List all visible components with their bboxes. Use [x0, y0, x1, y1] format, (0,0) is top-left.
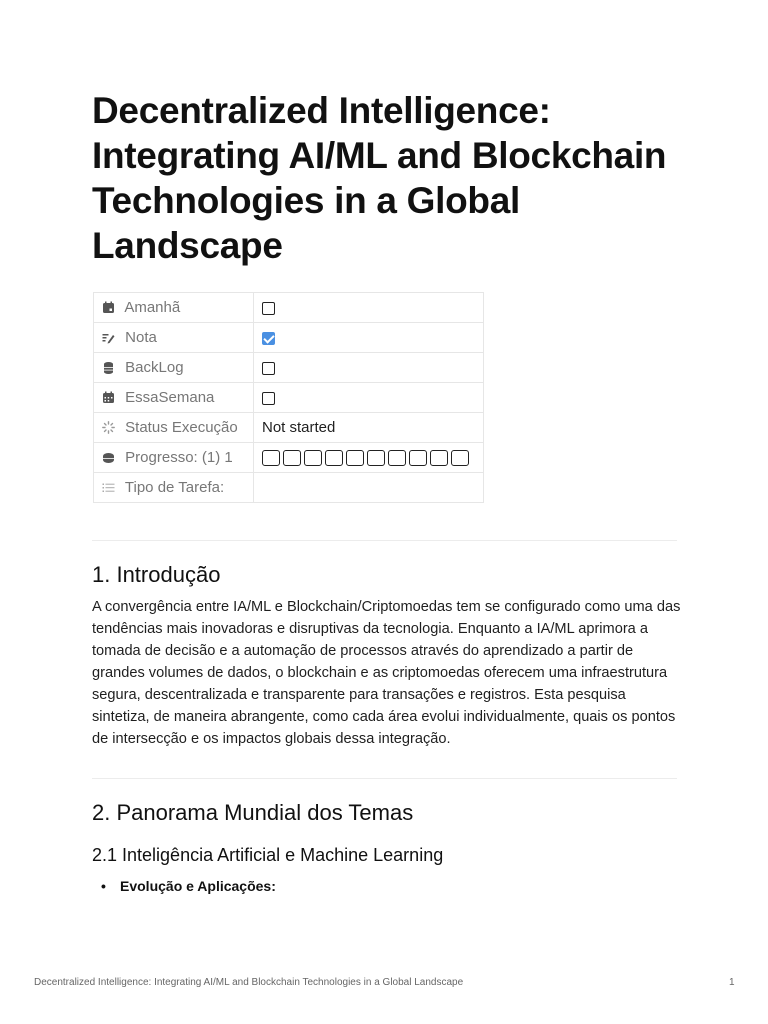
calendar-icon: [102, 301, 115, 314]
property-row-status: [94, 413, 484, 443]
page-number: 1: [729, 977, 735, 988]
divider: [92, 540, 677, 541]
stack-icon: [102, 361, 115, 374]
note-icon: [102, 331, 115, 344]
property-label: Progresso: (1) 1: [125, 449, 233, 466]
spinner-icon: [102, 421, 115, 434]
section-heading-introducao: 1. Introdução: [92, 562, 221, 587]
property-label: Status Execução: [125, 419, 238, 436]
intro-paragraph: A convergência entre IA/ML e Blockchain/Criptomoedas tem se configurado como uma das tendências mais inovadoras e disruptivas da tecnologia. Enquanto a IA/ML aprimora a tomada de decisão e a automação de processos através do aprendizado a partir de grandes volumes de dados, o blockchain e as criptomoedas oferecem uma infraestrutura segura, descentralizada e transparente para transações e registros. Esta pesquisa sintetiza, de maneira abrangente, como cada área evolui individualmente, quais os pontos de intersecção e os impactos globais dessa integração.: [92, 599, 681, 747]
section-heading-panorama: 2. Panorama Mundial dos Temas: [92, 800, 414, 825]
progress-box: [451, 450, 469, 466]
property-row-amanha: [94, 293, 484, 323]
list-item: • Evolução e Aplicações:: [103, 878, 276, 894]
progress-box: [325, 450, 343, 466]
progress-box: [283, 450, 301, 466]
divider: [92, 778, 677, 779]
subsection-heading-ia: 2.1 Inteligência Artificial e Machine Learning: [92, 845, 444, 865]
property-row-nota: [94, 323, 484, 353]
progress-box: [388, 450, 406, 466]
property-label: Amanhã: [124, 299, 181, 316]
property-label: Tipo de Tarefa:: [124, 479, 225, 496]
progress-box: [430, 450, 448, 466]
backlog-checkbox[interactable]: [262, 362, 275, 375]
calendar-week-icon: [102, 391, 115, 404]
progress-box: [262, 450, 280, 466]
progress-box: [346, 450, 364, 466]
property-label: EssaSemana: [125, 389, 215, 406]
property-label: Nota: [125, 329, 157, 346]
page-title: Decentralized Intelligence: Integrating AI/ML and Blockchain Technologies in a Global Landscape: [92, 90, 667, 266]
essasemana-checkbox[interactable]: [262, 392, 275, 405]
list-icon: [102, 481, 115, 494]
progress-box: [367, 450, 385, 466]
property-row-progresso: [94, 443, 484, 473]
properties-table: [93, 292, 484, 503]
property-row-tipo: [94, 473, 484, 503]
property-label: BackLog: [125, 359, 184, 376]
tipo-value[interactable]: [254, 473, 484, 503]
status-value[interactable]: Not started: [254, 413, 484, 443]
property-row-essasemana: [94, 383, 484, 413]
progress-icon: [102, 451, 115, 464]
nota-checkbox[interactable]: [262, 332, 275, 345]
amanha-checkbox[interactable]: [262, 302, 275, 315]
progress-box: [409, 450, 427, 466]
footer-title: Decentralized Intelligence: Integrating AI/ML and Blockchain Technologies in a Global Landscape: [34, 977, 464, 988]
progress-boxes: [254, 443, 484, 473]
property-row-backlog: [94, 353, 484, 383]
progress-box: [304, 450, 322, 466]
